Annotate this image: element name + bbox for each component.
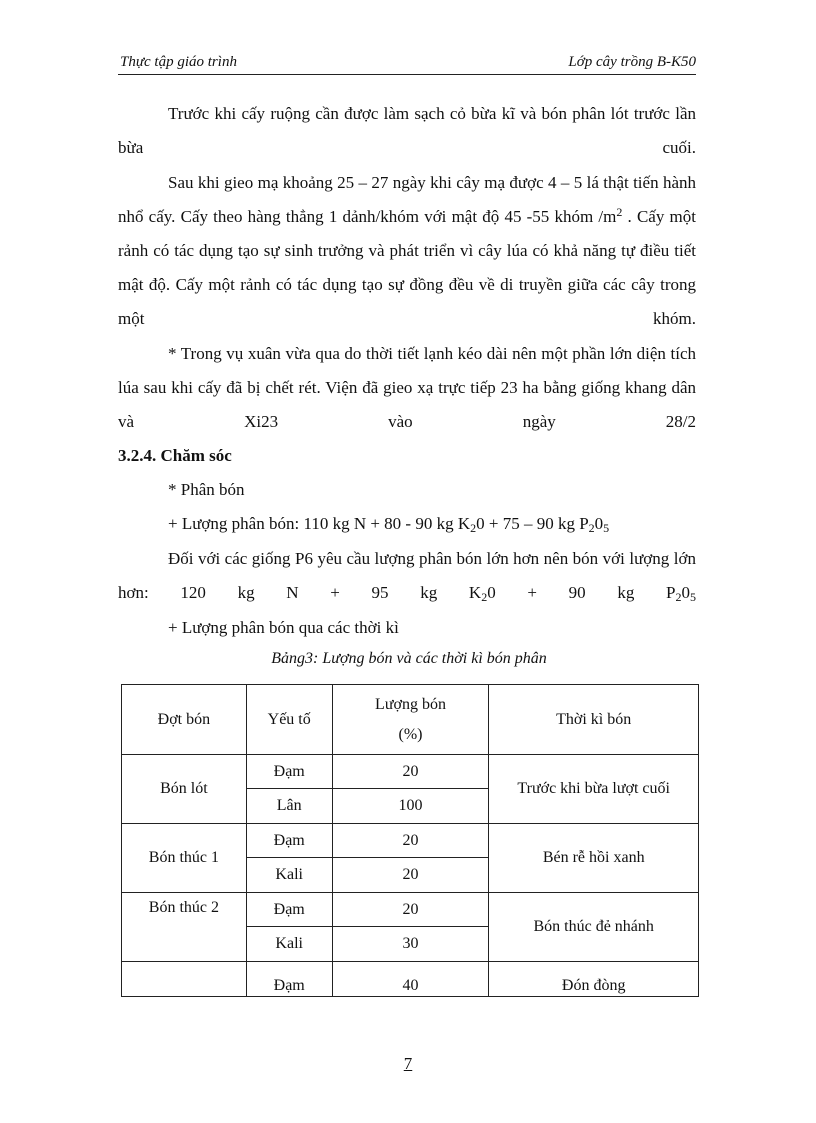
dose-line-mid: 0 + 75 – 90 kg P — [476, 514, 589, 533]
element-cell: Kali — [246, 858, 332, 893]
table-row — [122, 824, 699, 858]
table-row — [122, 893, 699, 927]
dose-sub-2: 2 — [588, 521, 595, 535]
header-course-title: Thực tập giáo trình — [120, 54, 237, 70]
fertilizer-table — [121, 684, 699, 997]
page-number: 7 — [403, 1054, 413, 1073]
dose-sub-3: 5 — [603, 521, 610, 535]
dose-line-prefix: + Lượng phân bón: 110 kg N + 80 - 90 kg K — [168, 514, 471, 533]
paragraph-transplanting-text: Sau khi gieo mạ khoảng 25 – 27 ngày khi cây mạ được 4 – 5 lá thật tiến hành nhổ cấy. Cấy theo hàng thẳng 1 dảnh/khóm với mật độ 45 -55 khóm /m — [118, 173, 696, 226]
page-header — [118, 52, 696, 75]
timing-cell: Trước khi bừa lượt cuối — [489, 755, 699, 824]
header-timing: Thời kì bón — [489, 685, 699, 755]
amount-cell: 40 — [332, 962, 489, 997]
paragraph-p6-mid2: 0 — [681, 583, 690, 602]
header-amount-line2: (%) — [398, 725, 423, 743]
amount-cell: 100 — [332, 789, 489, 824]
paragraph-p6-mid: 0 + 90 kg P — [487, 583, 676, 602]
element-cell: Đạm — [246, 755, 332, 789]
stage-cell: Bón lót — [122, 755, 247, 824]
timing-cell: Đón đòng — [489, 962, 699, 997]
element-cell: Kali — [246, 927, 332, 962]
amount-cell: 20 — [332, 755, 489, 789]
p6-sub-2: 2 — [675, 590, 682, 604]
paragraph-p6-text: Đối với các giống P6 yêu cầu lượng phân bón lớn hơn nên bón với lượng lớn hơn: 120 kg N + 95 kg K — [118, 549, 696, 602]
paragraph-field-prep: Trước khi cấy ruộng cần được làm sạch cỏ bừa kĩ và bón phân lót trước lần bừa cuối. — [118, 104, 696, 157]
dose-line — [168, 514, 609, 534]
timing-cell: Bón thúc đẻ nhánh — [489, 893, 699, 962]
element-cell: Lân — [246, 789, 332, 824]
amount-cell: 20 — [332, 824, 489, 858]
stage-cell: Bón thúc 2 — [122, 893, 247, 962]
element-cell: Đạm — [246, 962, 332, 997]
element-cell: Đạm — [246, 824, 332, 858]
dose-line-mid2: 0 — [594, 514, 604, 533]
header-class-name: Lớp cây trồng B-K50 — [568, 54, 696, 70]
amount-cell: 20 — [332, 893, 489, 927]
paragraph-transplanting — [118, 166, 696, 336]
paragraph-p6 — [118, 542, 696, 610]
header-amount — [332, 685, 489, 755]
p6-sub-1: 2 — [481, 590, 488, 604]
amount-cell: 30 — [332, 927, 489, 962]
superscript-2: 2 — [616, 205, 623, 219]
stage-cell — [122, 962, 247, 997]
stage-cell: Bón thúc 1 — [122, 824, 247, 893]
paragraph-spring-season: * Trong vụ xuân vừa qua do thời tiết lạnh kéo dài nên một phần lớn diện tích lúa sau khi cấy đã bị chết rét. Viện đã gieo xạ trực tiếp 23 ha bằng giống khang dân và Xi23 vào ngày 28/2 — [118, 344, 696, 431]
fertilizer-label: * Phân bón — [168, 480, 245, 499]
timing-cell: Bén rễ hồi xanh — [489, 824, 699, 893]
table-header-row — [122, 685, 699, 755]
table-caption: Bảng3: Lượng bón và các thời kì bón phân — [271, 650, 547, 667]
dose-sub-1: 2 — [470, 521, 477, 535]
amount-cell: 20 — [332, 858, 489, 893]
p6-sub-3: 5 — [690, 590, 696, 604]
paragraph-transplanting-text-cont: . Cấy một rảnh có tác dụng tạo sự sinh trưởng và phát triển vì cây lúa có khả năng tự điều tiết mật độ. Cấy một rảnh có tác dụng tạo sự đồng đều về di truyền giữa các cây trong một khóm. — [118, 207, 696, 328]
section-heading: 3.2.4. Chăm sóc — [118, 446, 232, 465]
header-stage: Đợt bón — [122, 685, 247, 755]
table-row — [122, 755, 699, 789]
element-cell: Đạm — [246, 893, 332, 927]
header-element: Yếu tố — [246, 685, 332, 755]
table-row — [122, 962, 699, 997]
header-amount-line1: Lượng bón — [375, 695, 446, 713]
periods-line: + Lượng phân bón qua các thời kì — [168, 618, 399, 637]
